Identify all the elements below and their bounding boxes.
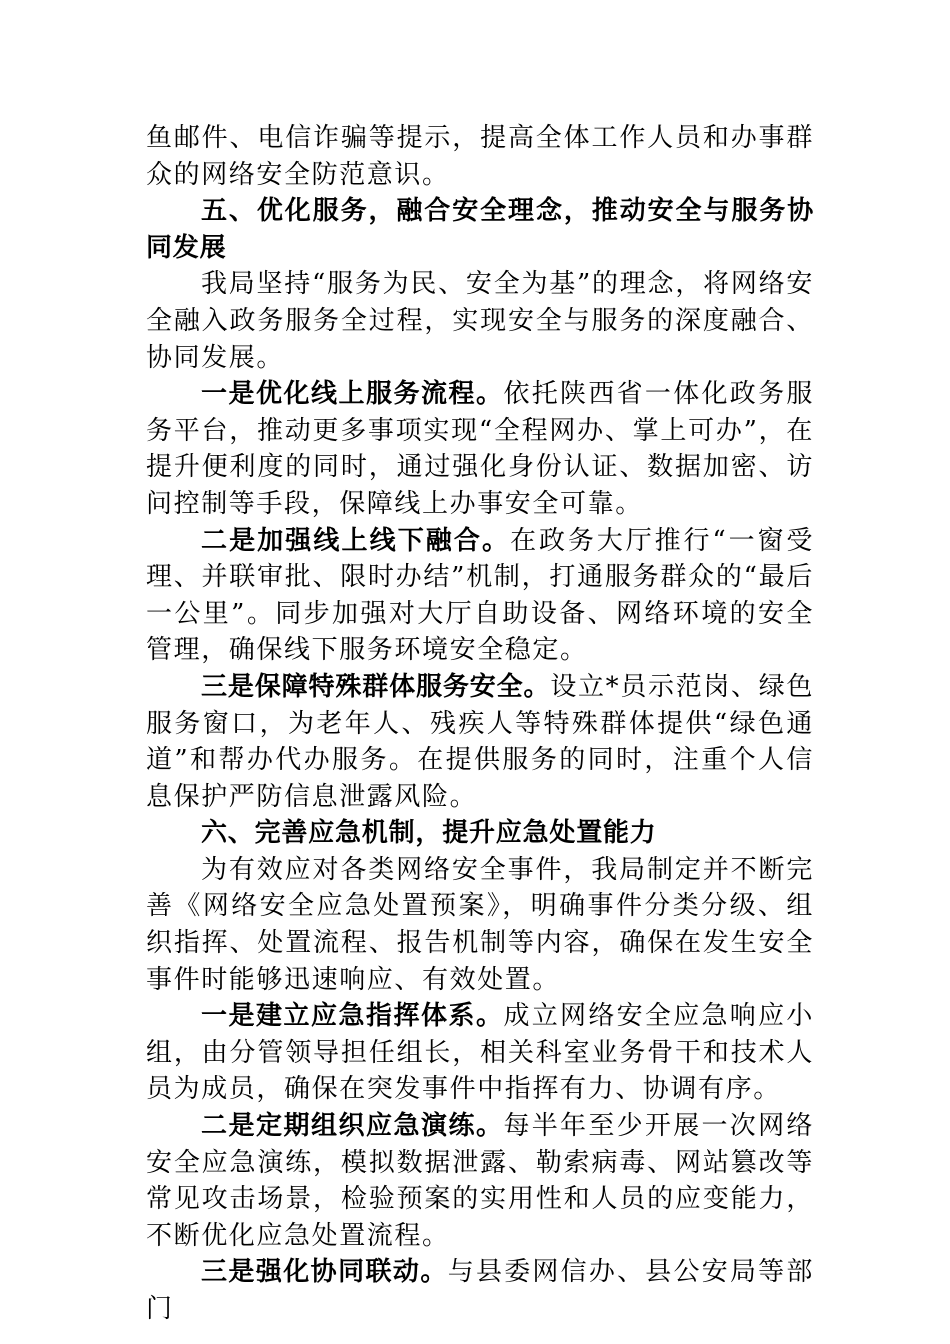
document-body (146, 120, 814, 1328)
paragraph-lead: 一是优化线上服务流程。 (201, 379, 504, 410)
paragraph-five-item-3 (146, 669, 814, 815)
paragraph-lead: 二是定期组织应急演练。 (201, 1111, 504, 1142)
paragraph-five-intro (146, 266, 814, 376)
paragraph-six-intro (146, 852, 814, 998)
paragraph-text: 成立网络安全应急响应小组，由分管领导担任组长，相关科室业务骨干和技术人员为成员，确保在突发事件中指挥有力、协调有序。 (146, 1001, 814, 1105)
paragraph-six-item-2 (146, 1108, 814, 1254)
paragraph-text: 我局坚持“服务为民、安全为基”的理念，将网络安全融入政务服务全过程，实现安全与服务的深度融合、协同发展。 (146, 269, 814, 373)
paragraph-lead: 三是强化协同联动。 (201, 1257, 448, 1288)
paragraph-phishing-continuation (146, 120, 814, 193)
section-heading-six: 六、完善应急机制，提升应急处置能力 (201, 818, 657, 849)
paragraph-text: 依托陕西省一体化政务服务平台，推动更多事项实现“全程网办、掌上可办”，在提升便利度的同时，通过强化身份认证、数据加密、访问控制等手段，保障线上办事安全可靠。 (146, 379, 814, 519)
paragraph-lead: 一是建立应急指挥体系。 (201, 1001, 504, 1032)
paragraph-six-item-3 (146, 1254, 814, 1327)
section-heading-five: 五、优化服务，融合安全理念，推动安全与服务协同发展 (146, 196, 814, 263)
paragraph-text: 每半年至少开展一次网络安全应急演练，模拟数据泄露、勒索病毒、网站篡改等常见攻击场景，检验预案的实用性和人员的应变能力，不断优化应急处置流程。 (146, 1111, 814, 1251)
paragraph-six-item-1 (146, 998, 814, 1108)
paragraph-lead: 二是加强线上线下融合。 (201, 525, 511, 556)
paragraph-five-item-2 (146, 523, 814, 669)
paragraph-text: 为有效应对各类网络安全事件，我局制定并不断完善《网络安全应急处置预案》，明确事件分类分级、组织指挥、处置流程、报告机制等内容，确保在发生安全事件时能够迅速响应、有效处置。 (146, 854, 814, 995)
paragraph-text: 在政务大厅推行“一窗受理、并联审批、限时办结”机制，打通服务群众的“最后一公里”。同步加强对大厅自助设备、网络环境的安全管理，确保线下服务环境安全稳定。 (146, 525, 814, 666)
paragraph-lead: 三是保障特殊群体服务安全。 (201, 671, 551, 702)
paragraph-text: 设立*员示范岗、绿色服务窗口，为老年人、残疾人等特殊群体提供“绿色通道”和帮办代办服务。在提供服务的同时，注重个人信息保护严防信息泄露风险。 (146, 671, 814, 812)
paragraph-five-item-1 (146, 376, 814, 522)
paragraph-text: 与县委网信办、县公安局等部门 (146, 1257, 814, 1324)
paragraph-text: 鱼邮件、电信诈骗等提示，提高全体工作人员和办事群众的网络安全防范意识。 (146, 123, 814, 190)
